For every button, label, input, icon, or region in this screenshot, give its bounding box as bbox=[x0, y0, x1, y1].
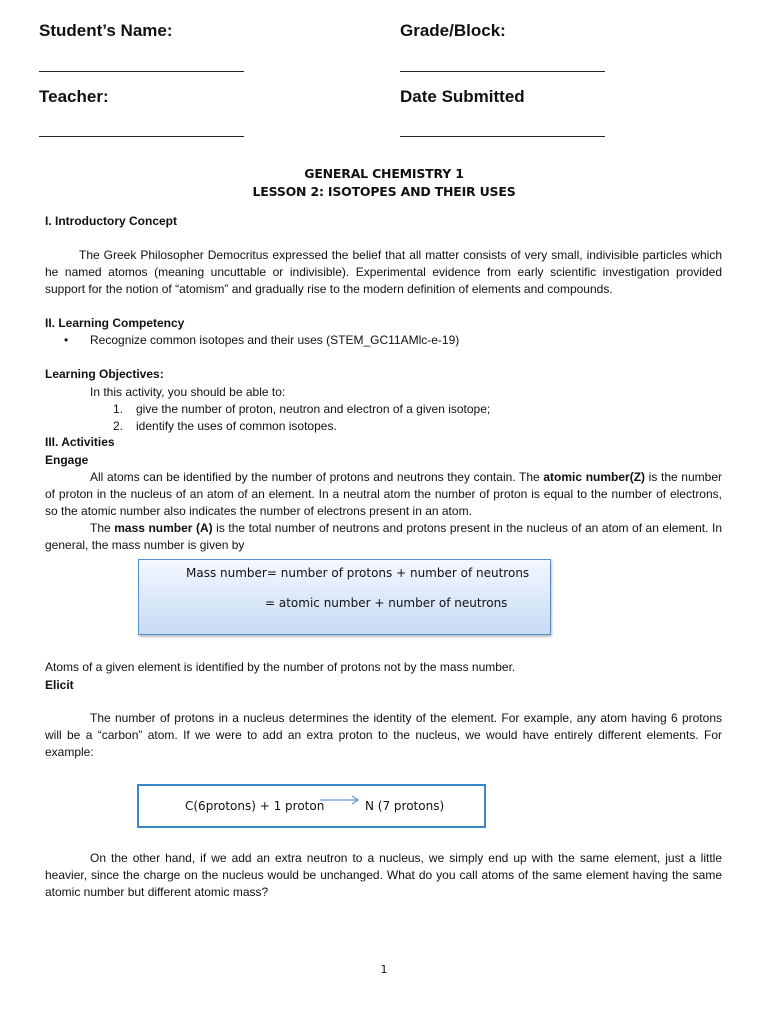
date-submitted-line[interactable] bbox=[400, 136, 605, 137]
elicit-p2-text: On the other hand, if we add an extra neutron to a nucleus, we simply end up with the same element, just a little heavier, since the charge on the nucleus would be unchanged. What do you call atoms of the same element having the same atomic number but different atomic mass? bbox=[45, 851, 722, 899]
intro-text: The Greek Philosopher Democritus expressed the belief that all matter consists of very small, indivisible particles which he named atomos (meaning uncuttable or indivisible). Experimental evidence from early scientific investigation provided support for the notion of “atomism” and gradually rise to the modern definition of elements and compounds. bbox=[45, 248, 722, 296]
objective-number: 1. bbox=[113, 402, 124, 416]
grade-block-line[interactable] bbox=[400, 71, 605, 72]
student-name-line[interactable] bbox=[39, 71, 244, 72]
atomic-number-term: atomic number(Z) bbox=[543, 470, 646, 484]
elicit-p1-text: The number of protons in a nucleus determines the identity of the element. For example, any atom having 6 protons will be a “carbon” atom. If we were to add an extra proton to the nucleus, we would have entirely different elements. For example: bbox=[45, 711, 722, 759]
engage-paragraph-2 bbox=[45, 520, 722, 554]
objectives-intro: In this activity, you should be able to: bbox=[90, 385, 286, 399]
competency-heading: II. Learning Competency bbox=[45, 316, 185, 330]
engage-p2-text-a: The bbox=[90, 521, 115, 535]
engage-p1-text-b: is the number of proton in the nucleus of an atom of an element. In a neutral atom the number of proton is equal to the number of electrons, so the atomic number also indicates the number of electrons present in an atom. bbox=[45, 470, 722, 518]
lesson-title: LESSON 2: ISOTOPES AND THEIR USES bbox=[252, 184, 516, 199]
mass-formula-line-2: = atomic number + number of neutrons bbox=[265, 596, 508, 610]
engage-p2-text-b: is the total number of neutrons and protons present in the nucleus of an atom of an element. In general, the mass number is given by bbox=[45, 521, 722, 552]
reaction-arrow-icon bbox=[319, 795, 361, 805]
elicit-heading: Elicit bbox=[45, 678, 74, 692]
objective-number: 2. bbox=[113, 419, 124, 433]
course-title: GENERAL CHEMISTRY 1 bbox=[304, 166, 464, 181]
student-name-label: Student’s Name: bbox=[39, 21, 173, 40]
objective-text: identify the uses of common isotopes. bbox=[136, 419, 337, 433]
reaction-reactants: C(6protons) + 1 proton bbox=[185, 799, 325, 813]
intro-paragraph bbox=[45, 247, 722, 298]
page-number: 1 bbox=[380, 963, 388, 976]
reaction-product: N (7 protons) bbox=[365, 799, 445, 813]
mass-number-formula-box bbox=[138, 559, 551, 635]
atoms-statement: Atoms of a given element is identified by the number of protons not by the mass number. bbox=[45, 660, 516, 674]
date-submitted-label: Date Submitted bbox=[400, 87, 525, 106]
elicit-paragraph-2 bbox=[45, 850, 722, 901]
elicit-paragraph-1 bbox=[45, 710, 722, 761]
teacher-label: Teacher: bbox=[39, 87, 109, 106]
objective-text: give the number of proton, neutron and electron of a given isotope; bbox=[136, 402, 491, 416]
grade-block-label: Grade/Block: bbox=[400, 21, 506, 40]
activities-heading: III. Activities bbox=[45, 435, 115, 449]
competency-item: Recognize common isotopes and their uses (STEM_GC11AMlc-e-19) bbox=[90, 333, 460, 347]
mass-formula-line-1: Mass number= number of protons + number of neutrons bbox=[186, 566, 530, 580]
competency-bullet-icon: • bbox=[64, 333, 69, 347]
mass-number-term: mass number (A) bbox=[114, 521, 213, 535]
reaction-example-box bbox=[137, 784, 486, 828]
intro-heading: I. Introductory Concept bbox=[45, 214, 177, 228]
engage-paragraph-1 bbox=[45, 469, 722, 520]
objectives-heading: Learning Objectives: bbox=[45, 367, 164, 381]
engage-heading: Engage bbox=[45, 453, 89, 467]
engage-p1-text-a: All atoms can be identified by the number of protons and neutrons they contain. The bbox=[90, 470, 544, 484]
teacher-line[interactable] bbox=[39, 136, 244, 137]
